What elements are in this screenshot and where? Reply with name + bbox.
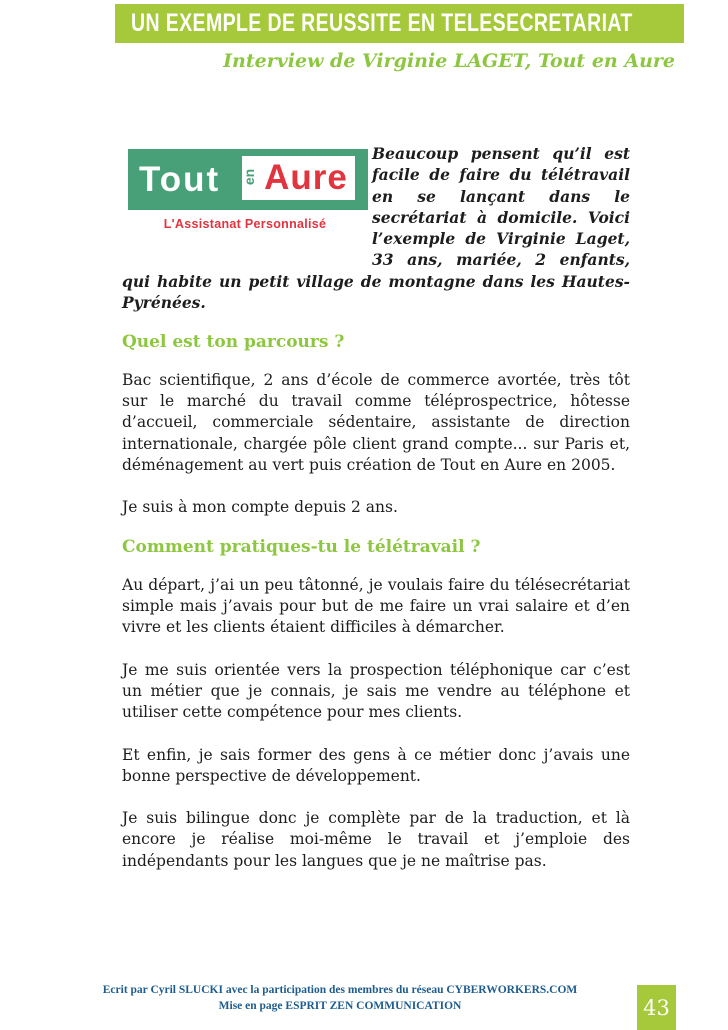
footer-credits bbox=[0, 982, 680, 1014]
footer-credit-line-2: Mise en page ESPRIT ZEN COMMUNICATION bbox=[218, 1000, 462, 1012]
interview-subtitle: Interview de Virginie LAGET, Tout en Aure bbox=[223, 50, 675, 72]
logo-green-rect bbox=[128, 149, 368, 210]
header-banner-title: UN EXEMPLE DE REUSSITE EN TELESECRETARIAT bbox=[131, 9, 633, 37]
answer-paragraph: Bac scientifique, 2 ans d’école de commerce avortée, très tôt sur le marché du travail comme téléprospectrice, hôtesse d’accueil, commerciale sédentaire, assistante de direction internationale, chargée pôle client grand compte... sur Paris et, déménagement au vert puis création de Tout en Aure en 2005. bbox=[122, 370, 630, 474]
qa-section bbox=[122, 537, 630, 872]
qa-sections bbox=[122, 332, 630, 872]
logo-word-tout: Tout bbox=[139, 159, 221, 199]
page-number-badge bbox=[637, 985, 676, 1030]
header-banner bbox=[115, 4, 684, 43]
tout-en-aure-logo bbox=[122, 143, 372, 270]
intro-block bbox=[122, 143, 630, 313]
answer-paragraph: Je me suis orientée vers la prospection téléphonique car c’est un métier que je connais, je sais me vendre au téléphone et utiliser cette compétence pour mes clients. bbox=[122, 660, 630, 722]
answer-paragraph: Et enfin, je sais former des gens à ce métier donc j’avais une bonne perspective de développement. bbox=[122, 745, 630, 785]
answer-paragraph: Je suis bilingue donc je complète par de la traduction, et là encore je réalise moi-même le travail et j’emploie des indépendants pour les langues que je ne maîtrise pas. bbox=[122, 809, 630, 870]
logo-tagline: L'Assistanat Personnalisé bbox=[163, 217, 327, 231]
answer-paragraph: Je suis à mon compte depuis 2 ans. bbox=[122, 498, 398, 517]
footer-credit-line-1: Ecrit par Cyril SLUCKI avec la participation des membres du réseau CYBERWORKERS.COM bbox=[102, 984, 578, 996]
article-body bbox=[122, 143, 630, 872]
logo-white-box bbox=[242, 156, 355, 200]
qa-section bbox=[122, 332, 630, 518]
question-heading: Quel est ton parcours ? bbox=[122, 332, 345, 353]
logo-word-aure: Aure bbox=[264, 158, 348, 197]
question-heading: Comment pratiques-tu le télétravail ? bbox=[122, 537, 481, 558]
answer-paragraph: Au départ, j’ai un peu tâtonné, je voulais faire du télésecrétariat simple mais j’avais pour but de me faire un vrai salaire et d’en vivre et les clients étaient difficiles à démarcher. bbox=[122, 575, 630, 637]
page-number: 43 bbox=[643, 995, 670, 1020]
logo-word-en: en bbox=[240, 169, 257, 186]
intro-paragraph: Beaucoup pensent qu’il est facile de faire du télétravail en se lançant dans le secrétariat à domicile. Voici l’exemple de Virginie Laget, 33 ans, mariée, 2 enfants, qui habite un petit village de montagne dans les Hautes-Pyrénées. bbox=[122, 144, 630, 313]
